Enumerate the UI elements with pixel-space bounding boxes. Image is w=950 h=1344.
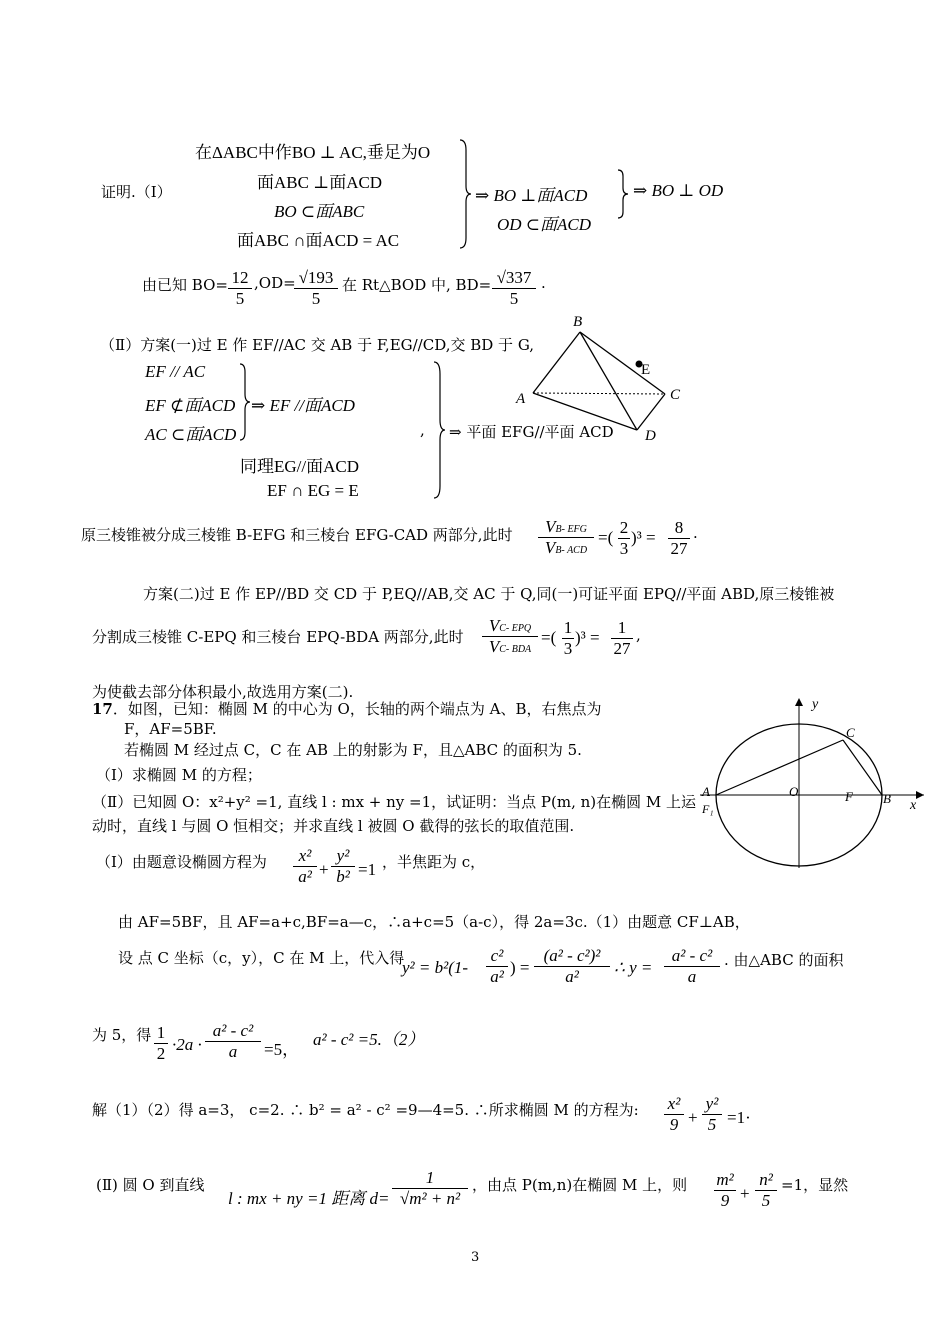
part2-result: ⇒ 平面 EFG//平面 ACD xyxy=(449,423,614,441)
m2-over-9: m² 9 xyxy=(714,1170,736,1211)
q17-line5b: 动时，直线 l 与圆 O 恒相交；并求直线 l 被圆 O 截得的弦长的取值范围. xyxy=(92,817,575,835)
sol1-y2eq: y² = b²(1- xyxy=(402,958,469,977)
label-a: A xyxy=(516,391,526,407)
n2-over-5: n² 5 xyxy=(755,1170,777,1211)
part2-implies: ⇒ EF //面ACD xyxy=(251,396,355,415)
sol1-line4: 为 5，得 xyxy=(92,1026,152,1044)
sol2-intro: (Ⅱ) 圆 O 到直线 xyxy=(96,1176,205,1194)
plan2-line2: 分割成三棱锥 C-EPQ 和三棱台 EPQ-BDA 两部分,此时 xyxy=(92,628,464,646)
split1-end: · xyxy=(693,528,698,546)
page-number: 3 xyxy=(471,1250,480,1265)
point-c-label: C xyxy=(846,725,855,740)
half-fraction: 1 2 xyxy=(154,1023,168,1064)
proof-line-4: 面ABC ∩面ACD = AC xyxy=(237,231,400,250)
part2-line-2: EF ⊄面ACD xyxy=(145,396,236,415)
result-plus: + xyxy=(688,1108,698,1127)
sol1-close: ) = xyxy=(510,958,530,977)
proof-line-2: 面ABC ⊥面ACD xyxy=(257,173,383,192)
proof-line-1: 在ΔABC中作BO ⊥ AC,垂足为O xyxy=(195,143,431,162)
proof-line-3: BO ⊂面ABC xyxy=(274,202,365,221)
sol1-tail3: . 由△ABC 的面积 xyxy=(724,951,844,969)
sol1-dot2a: ·2a · xyxy=(172,1035,202,1054)
ellipse-x-term: x² a² xyxy=(293,846,317,887)
label-c: C xyxy=(670,387,681,403)
part2-line-3: AC ⊂面ACD xyxy=(145,425,237,444)
sol1-line2: 由 AF=5BF，且 AF=a+c,BF=a—c，∴a+c=5（a-c），得 2a=3c.（1）由题意 CF⊥AB， xyxy=(118,913,750,931)
split1-eq: =( xyxy=(598,528,614,547)
sol2-plus: + xyxy=(740,1184,750,1203)
od-label: ,OD= xyxy=(254,274,296,292)
plan2-eq: =( xyxy=(541,628,557,647)
right-brace-1 xyxy=(458,138,472,250)
part2-comma: , xyxy=(420,421,425,439)
distance-fraction: 1 √m² + n² xyxy=(392,1168,468,1209)
split1-pow: )³ = xyxy=(631,528,656,547)
known-mid: 在 Rt△BOD 中, BD= xyxy=(342,276,492,294)
result-y-term: y² 5 xyxy=(702,1094,722,1135)
result-eq: =1· xyxy=(727,1108,751,1127)
point-o-label: O xyxy=(789,784,799,799)
ratio-1-3: 1 3 xyxy=(563,618,573,658)
part2-g2: EF ∩ EG = E xyxy=(267,481,359,500)
point-b-label: B xyxy=(883,791,891,806)
volume-ratio-1: VB- EFG VB- ACD xyxy=(538,517,594,558)
ellipse-y-term: y² b² xyxy=(331,846,355,887)
point-f1-label: F₁ xyxy=(702,802,714,816)
sol1-therefore: ∴ y = xyxy=(614,958,653,977)
part2-line-1: EF // AC xyxy=(145,362,206,381)
axis-y-label: y xyxy=(812,697,819,712)
proof-mid-1: ⇒ BO ⊥面ACD xyxy=(475,186,588,205)
plan2-line1: 方案(二)过 E 作 EP//BD 交 CD 于 P,EQ//AB,交 AC 于 Q,同(一)可证平面 EPQ//平面 ABD,原三棱锥被 xyxy=(143,585,835,603)
sol2-eq: =1，显然 xyxy=(781,1176,849,1194)
label-d: D xyxy=(645,428,656,444)
bo-fraction: 12 5 xyxy=(228,268,252,309)
known-end: . xyxy=(541,274,546,292)
axis-x-label: x xyxy=(910,798,917,813)
right-brace-4 xyxy=(432,360,446,500)
result-x-term: x² 9 xyxy=(664,1094,684,1135)
sol1-eq1: =1 xyxy=(358,860,377,879)
right-brace-2 xyxy=(616,168,630,220)
right-brace-3 xyxy=(238,362,252,442)
od-fraction: √193 5 xyxy=(294,268,338,309)
sol1-res4: a² - c² =5.（2） xyxy=(313,1030,425,1049)
label-e: E xyxy=(641,362,651,378)
area-fraction: a² - c² a xyxy=(205,1021,261,1062)
y2-result-fraction: (a² - c²)² a² xyxy=(534,946,610,987)
sol2-line: l : mx + ny =1 距离 d= xyxy=(228,1189,390,1208)
q17-number: 17 xyxy=(92,700,113,718)
c2-over-a2: c² a² xyxy=(486,946,508,987)
q17-line4: （Ⅰ）求椭圆 M 的方程； xyxy=(96,766,262,784)
q17-line3: 若椭圆 M 经过点 C，C 在 AB 上的射影为 F，且△ABC 的面积为 5. xyxy=(124,741,582,759)
point-f-label: F xyxy=(845,789,853,804)
part2-intro: （Ⅱ）方案(一)过 E 作 EF//AC 交 AB 于 F,EG//CD,交 BD 于 G, xyxy=(100,336,535,354)
plan2-end: , xyxy=(636,626,641,644)
sol2-mid: ，由点 P(m,n)在椭圆 M 上，则 xyxy=(472,1176,688,1194)
sol1-eq5: =5， xyxy=(264,1040,300,1059)
known-prefix: 由已知 BO= xyxy=(142,276,228,294)
sol1-intro: （Ⅰ）由题意设椭圆方程为 xyxy=(96,853,267,871)
q17-line2: F，AF=5BF. xyxy=(124,720,217,738)
plan2-conclusion: 为使截去部分体积最小,故选用方案(二). xyxy=(92,683,354,701)
part2-g1: 同理EG//面ACD xyxy=(240,457,359,476)
proof-result: ⇒ BO ⊥ OD xyxy=(633,181,724,200)
sol1-tail: ，半焦距为 c， xyxy=(382,853,486,871)
result-8-27: 8 27 xyxy=(668,518,690,559)
q17-line5a: （Ⅱ）已知圆 O：x²+y² =1, 直线 l : mx + ny =1，试证明：当点 P(m, n)在椭圆 M 上运 xyxy=(92,793,697,811)
plan2-pow: )³ = xyxy=(575,628,600,647)
split1-text: 原三棱锥被分成三棱锥 B-EFG 和三棱台 EFG-CAD 两部分,此时 xyxy=(81,526,513,544)
ratio-2-3: 2 3 xyxy=(619,518,629,558)
proof-mid-2: OD ⊂面ACD xyxy=(497,215,592,234)
y-result-fraction: a² - c² a xyxy=(664,946,720,987)
label-b: B xyxy=(573,314,583,330)
q17-line1: 17．如图，已知：椭圆 M 的中心为 O，长轴的两个端点为 A、B，右焦点为 xyxy=(92,700,602,718)
bd-fraction: √337 5 xyxy=(492,268,536,309)
sol1-line5: 解（1）（2）得 a=3， c=2. ∴ b² = a² - c² =9—4=5. ∴所求椭圆 M 的方程为: xyxy=(92,1101,639,1119)
point-a-label: A xyxy=(702,784,710,799)
ellipse-figure xyxy=(696,692,932,870)
volume-ratio-2: VC- EPQ VC- BDA xyxy=(482,616,538,657)
result-1-27: 1 27 xyxy=(611,618,633,659)
sol1-line3: 设 点 C 坐标（c，y），C 在 M 上，代入得 xyxy=(118,949,405,967)
proof-label: 证明.（Ⅰ） xyxy=(101,183,172,201)
tetrahedron-figure xyxy=(510,312,700,448)
sol1-plus: + xyxy=(319,860,329,879)
